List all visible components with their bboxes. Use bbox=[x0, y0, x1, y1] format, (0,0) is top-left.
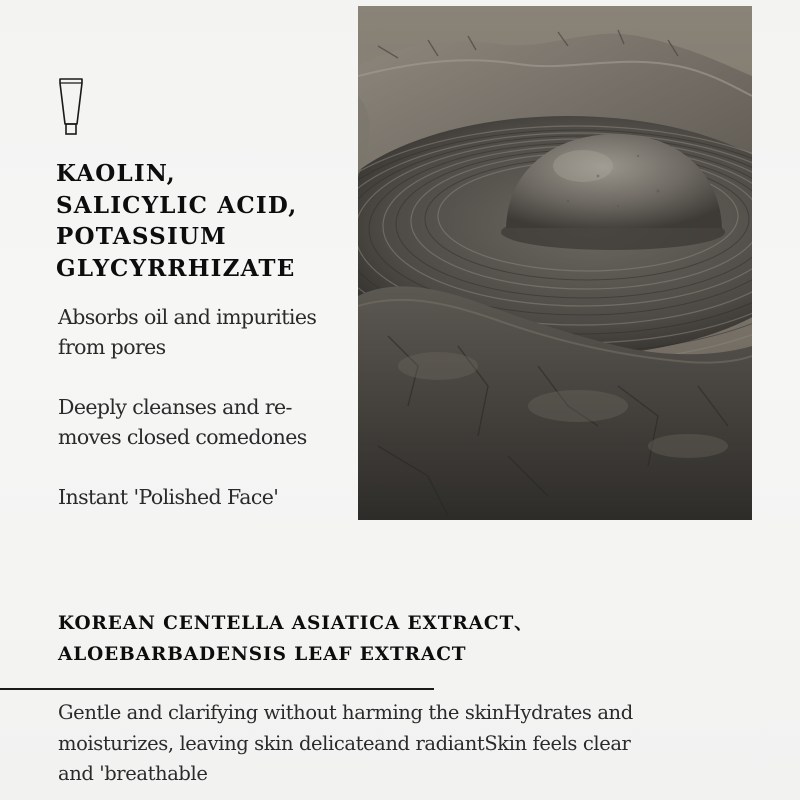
benefit-text: Deeply cleanses and re- moves closed comedones bbox=[58, 395, 307, 449]
tube-icon bbox=[58, 76, 84, 138]
ingredients-heading-primary bbox=[56, 158, 356, 284]
heading-line: POTASSIUM bbox=[56, 223, 227, 250]
heading-line: SALICYLIC ACID, bbox=[56, 191, 298, 219]
heading-line: ALOEBARBADENSIS LEAF EXTRACT bbox=[58, 644, 467, 665]
benefit-text: Instant 'Polished Face' bbox=[58, 485, 279, 509]
ingredients-heading-secondary bbox=[58, 608, 758, 670]
heading-line: KOREAN CENTELLA ASIATICA EXTRACT、 bbox=[58, 613, 534, 634]
description-line: Gentle and clarifying without harming the skinHydrates and bbox=[58, 701, 633, 724]
heading-line: KAOLIN, bbox=[56, 160, 176, 187]
mud-photo bbox=[358, 6, 752, 520]
heading-line: GLYCYRRHIZATE bbox=[56, 254, 296, 282]
ingredient-description bbox=[58, 698, 758, 790]
divider bbox=[0, 688, 434, 690]
benefit-text: Absorbs oil and impurities from pores bbox=[58, 305, 317, 359]
description-line: moisturizes, leaving skin delicateand radiantSkin feels clear bbox=[58, 731, 631, 755]
description-line: and 'breathable bbox=[58, 762, 208, 785]
